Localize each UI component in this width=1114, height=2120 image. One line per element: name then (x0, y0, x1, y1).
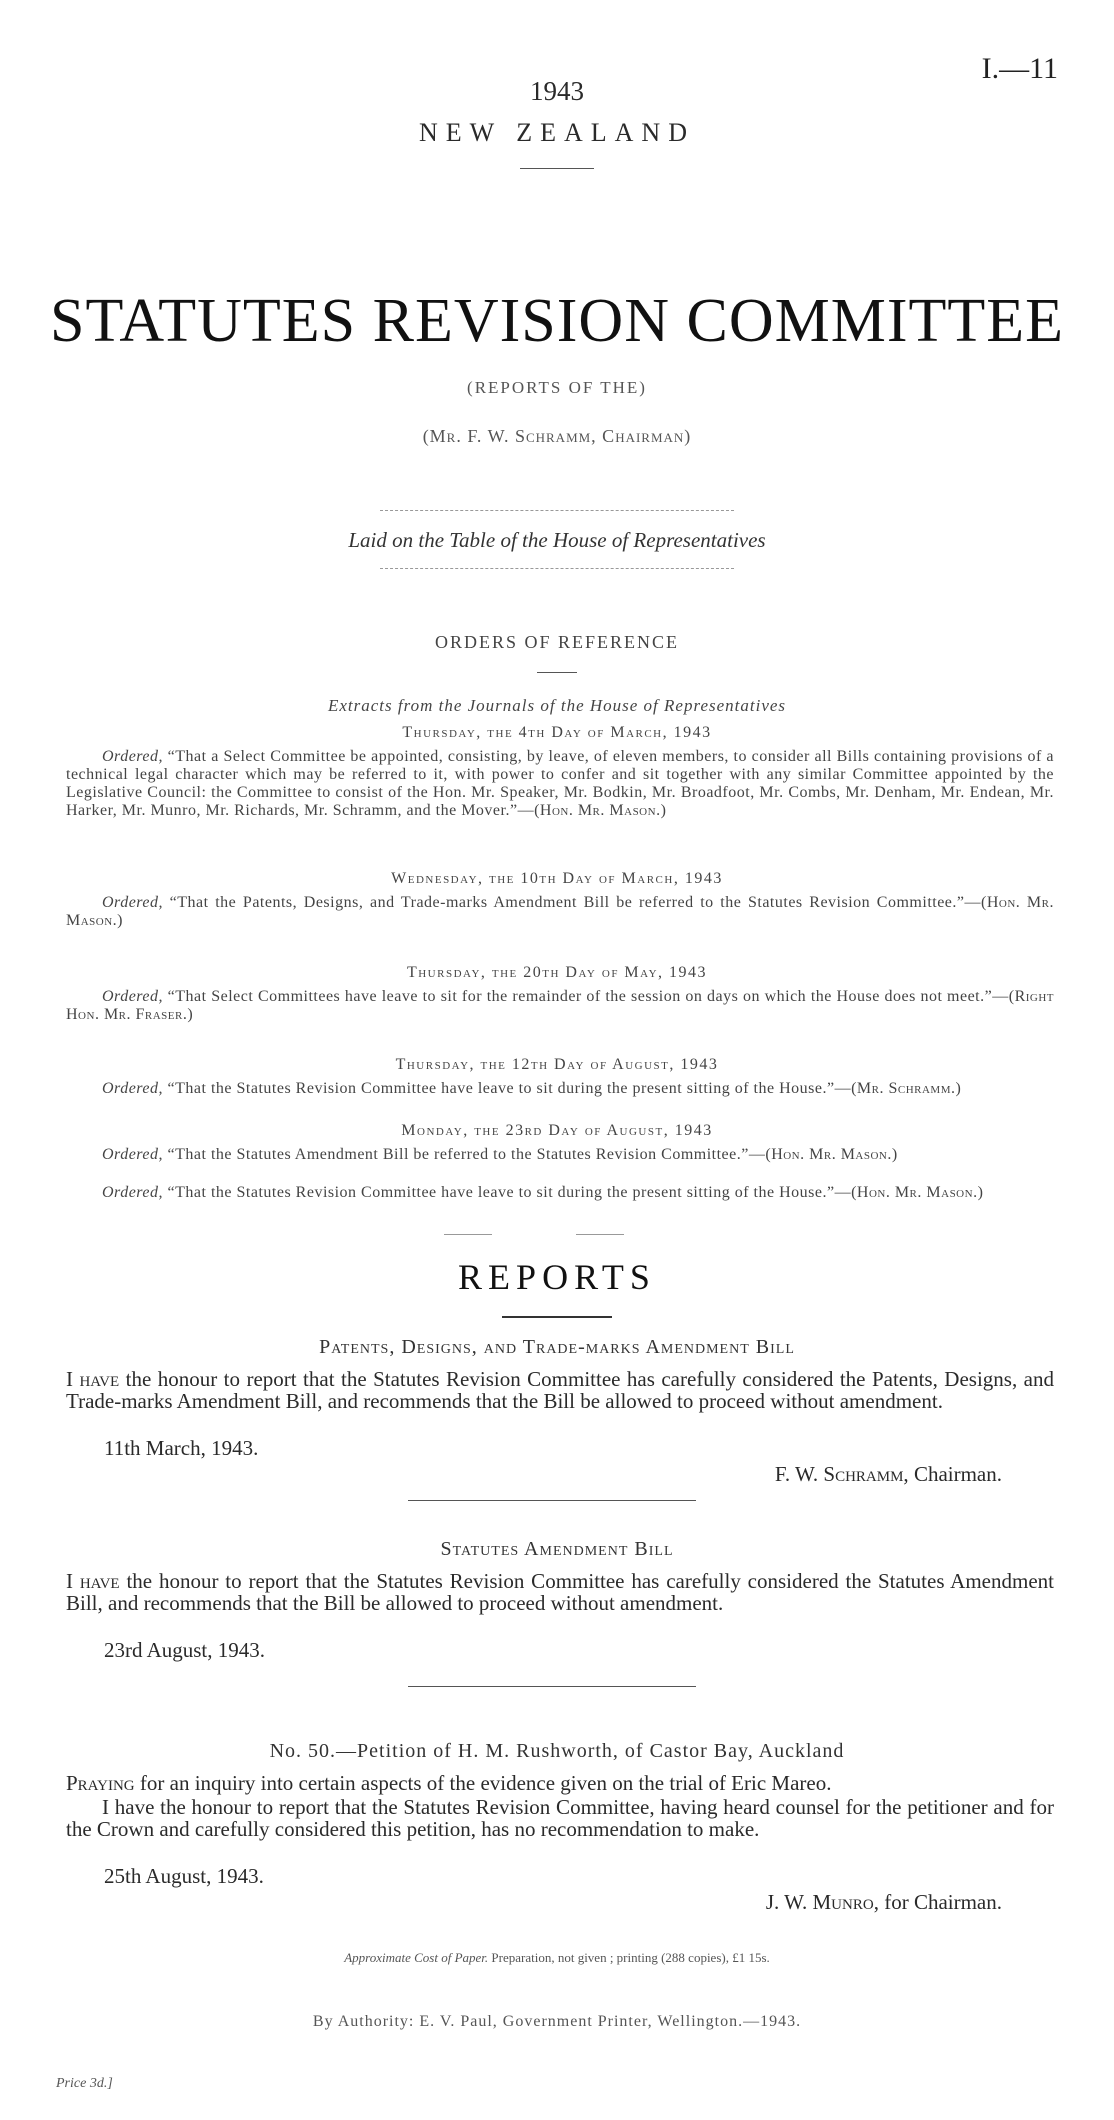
divider (520, 168, 594, 169)
report-text: for an inquiry into certain aspects of the evidence given on the trial of Eric Mareo. (139, 1771, 832, 1795)
orders-of-reference-heading: ORDERS OF REFERENCE (434, 632, 680, 652)
order-entry (66, 894, 1054, 930)
order-text: “That a Select Committee be appointed, consisting, by leave, of eleven members, to consider all Bills containing provisions of a technical legal character which may be referred to it, with power to confer and sit together with any similar Committee appointed by the Legislative Council: the Committee to consist of the Hon. Mr. Speaker, Mr. Bodkin, Mr. Broadfoot, Mr. Combs, Mr. Denham, Mr. Endean, Mr. Harker, Mr. Munro, Mr. Richards, Mr. Schramm, and the Mover.”— (66, 748, 1055, 819)
order-mover: (Right Hon. Mr. Fraser.) (66, 988, 1055, 1023)
report-text: I have the honour to report that the Statutes Revision Committee, having heard counsel for the petitioner and for the Crown and carefully considered this petition, has no recommendation to make. (66, 1795, 1054, 1841)
order-text: “That the Patents, Designs, and Trade-marks Amendment Bill be referred to the Statutes Revision Committee.”— (169, 894, 982, 911)
signoff-role: Chairman. (913, 1462, 1002, 1486)
order-date: Thursday, the 12th Day of August, 1943 (395, 1056, 719, 1073)
order-entry (66, 748, 1054, 820)
cost-line (0, 1950, 1114, 1966)
order-date: Wednesday, the 10th Day of March, 1943 (391, 870, 723, 887)
divider (380, 568, 734, 569)
publication-year: 1943 (530, 76, 584, 106)
report-lead: I have (66, 1569, 120, 1593)
cost-label: Approximate Cost of Paper. (344, 1950, 489, 1965)
report-text: the honour to report that the Statutes Revision Committee has carefully considered the Statutes Amendment Bill, and recommends that the Bill be allowed to proceed without amendment. (66, 1569, 1054, 1615)
report-lead: Praying (66, 1771, 135, 1795)
divider (408, 1500, 696, 1501)
order-mover: (Hon. Mr. Mason.) (534, 802, 667, 819)
report-body (66, 1570, 1054, 1614)
chairman-line: (Mr. F. W. Schramm, Chairman) (422, 426, 692, 446)
signoff (775, 1462, 1002, 1487)
cost-text: Preparation, not given ; printing (288 copies), £1 15s. (491, 1950, 770, 1965)
order-entry (66, 1146, 1054, 1164)
order-text: “That the Statutes Revision Committee have leave to sit during the present sitting of the House.”— (167, 1080, 852, 1097)
order-mover: (Hon. Mr. Mason.) (66, 894, 1054, 929)
order-date: Monday, the 23rd Day of August, 1943 (401, 1122, 713, 1139)
document-number: I.—11 (981, 52, 1058, 85)
signoff-name: J. W. Munro, (765, 1890, 879, 1914)
signoff-name: F. W. Schramm, (774, 1462, 909, 1486)
divider (502, 1316, 612, 1318)
order-entry (66, 1080, 1054, 1098)
order-mover: (Hon. Mr. Mason.) (765, 1146, 898, 1163)
signoff-role: for Chairman. (884, 1890, 1002, 1914)
country-heading: NEW ZEALAND (419, 118, 695, 147)
ordered-label: Ordered, (102, 1184, 164, 1201)
divider (380, 510, 734, 511)
order-text: “That the Statutes Amendment Bill be referred to the Statutes Revision Committee.”— (167, 1146, 766, 1163)
report-body (66, 1772, 1054, 1794)
order-text: “That Select Committees have leave to sit for the remainder of the session on days on which the House does not meet.”— (167, 988, 1009, 1005)
report-title: No. 50.—Petition of H. M. Rushworth, of Castor Bay, Auckland (269, 1740, 845, 1762)
report-date: 23rd August, 1943. (104, 1638, 266, 1662)
order-mover: (Hon. Mr. Mason.) (851, 1184, 984, 1201)
report-text: the honour to report that the Statutes Revision Committee has carefully considered the Patents, Designs, and Trade-marks Amendment Bill, and recommends that the Bill be allowed to proceed without amendment. (66, 1367, 1054, 1413)
order-entry (66, 988, 1054, 1024)
report-title: Patents, Designs, and Trade-marks Amendment Bill (319, 1336, 795, 1358)
printer-authority: By Authority: E. V. Paul, Government Printer, Wellington.—1943. (312, 2013, 802, 2030)
ordered-label: Ordered, (102, 894, 164, 911)
reports-heading: REPORTS (458, 1257, 656, 1297)
ordered-label: Ordered, (102, 988, 164, 1005)
extracts-line: Extracts from the Journals of the House of Representatives (327, 696, 787, 715)
report-body (66, 1796, 1054, 1840)
order-mover: (Mr. Schramm.) (851, 1080, 962, 1097)
ordered-label: Ordered, (102, 748, 164, 765)
ordered-label: Ordered, (102, 1080, 164, 1097)
order-date: Thursday, the 4th Day of March, 1943 (402, 724, 712, 741)
divider (576, 1234, 624, 1235)
price: Price 3d.] (56, 2076, 113, 2091)
order-text: “That the Statutes Revision Committee have leave to sit during the present sitting of the House.”— (167, 1184, 852, 1201)
report-lead: I have (66, 1367, 120, 1391)
subtitle: (REPORTS OF THE) (467, 378, 647, 397)
report-title: Statutes Amendment Bill (440, 1538, 674, 1560)
divider (537, 672, 577, 673)
ordered-label: Ordered, (102, 1146, 164, 1163)
report-body (66, 1368, 1054, 1412)
order-date: Thursday, the 20th Day of May, 1943 (406, 964, 708, 981)
report-date: 11th March, 1943. (104, 1436, 259, 1460)
signoff (766, 1890, 1002, 1915)
page-title: STATUTES REVISION COMMITTEE (49, 287, 1064, 355)
divider (408, 1686, 696, 1687)
report-date: 25th August, 1943. (104, 1864, 264, 1888)
laid-on-table-line: Laid on the Table of the House of Representatives (348, 528, 766, 552)
order-entry (66, 1184, 1054, 1202)
divider (444, 1234, 492, 1235)
